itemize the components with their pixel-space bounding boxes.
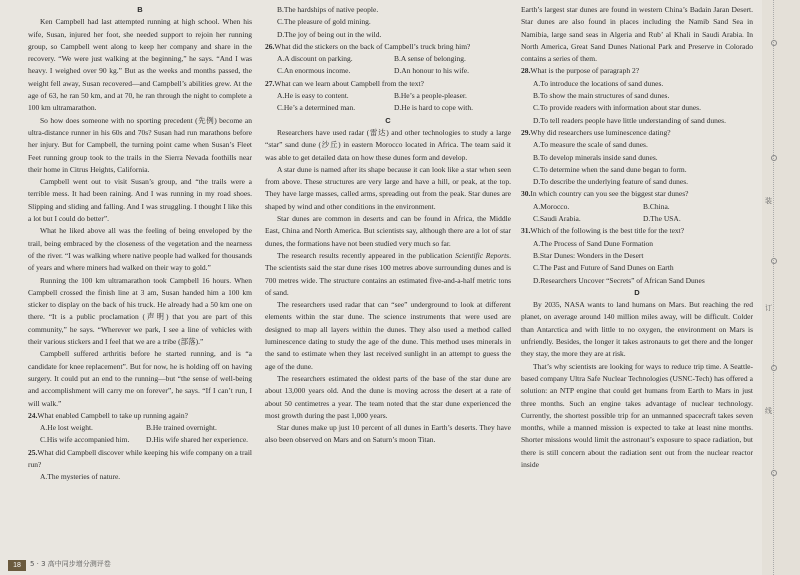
option-b[interactable]: B.To develop minerals inside sand dunes. [533,152,658,162]
options-row [521,201,753,213]
option-b[interactable]: B.He trained overnight. [146,423,217,433]
binding-cut-line [773,0,774,575]
publication-title: Scientific Reports [455,250,510,260]
question-28: 28.What is the purpose of paragraph 2? [521,66,640,76]
option-b[interactable]: B.Star Dunes: Wonders in the Desert [533,250,644,260]
column-middle [265,4,511,447]
option-a[interactable]: A.To introduce the locations of sand dunes. [533,78,664,88]
binding-margin [762,0,800,575]
option-c[interactable]: C.He’s a determined man. [277,103,356,113]
section-heading-d: D [634,287,640,297]
option-d[interactable]: D.The USA. [643,214,681,224]
passage-paragraph: The researchers estimated the oldest parts of the base of the star dune are about 13,000 years old. And the dune is moving across the desert at a rate of about 50 centimetres a year. The team noted that the star dune experienced the most growth during the past 1,000 years. [265,373,511,420]
option-c[interactable]: C.The pleasure of gold mining. [277,17,371,27]
question-31: 31.Which of the following is the best title for the text? [521,226,685,236]
option-d[interactable]: D.His wife shared her experience. [146,435,249,445]
option-a[interactable]: A.A discount on parking. [277,54,353,64]
column-right [521,4,753,471]
question-25: 25.What did Campbell discover while keeping his wife company on a trail run? [28,447,252,469]
option-b[interactable]: B.A sense of belonging. [394,54,466,64]
option-c[interactable]: C.Saudi Arabia. [533,214,581,224]
question-29: 29.Why did researchers use luminescence dating? [521,127,671,137]
option-c[interactable]: C.An enormous income. [277,66,351,76]
option-a[interactable]: A.He lost weight. [40,423,93,433]
option-c[interactable]: C.To determine when the sand dune began to form. [533,164,687,174]
binding-hole [771,365,777,371]
option-a[interactable]: A.The Process of Sand Dune Formation [533,238,653,248]
option-a[interactable]: A.The mysteries of nature. [40,472,121,482]
margin-mark: 订 [765,304,772,312]
question-30: 30.In which country can you see the biggest star dunes? [521,189,689,199]
option-a[interactable]: A.To measure the scale of sand dunes. [533,140,648,150]
margin-mark: 装 [765,197,772,205]
option-a[interactable]: A.He is easy to content. [277,91,349,101]
option-c[interactable]: C.To provide readers with information about star dunes. [533,103,701,113]
option-d[interactable]: D.He is hard to cope with. [394,103,473,113]
passage-paragraph: Researchers have used radar (雷达) and other technologies to study a large “star” sand dune (沙丘) in eastern Morocco located in Africa. The team said it was able to get detailed data on how these dunes form and develop. [265,127,511,162]
option-d[interactable]: D.The joy of being out in the wild. [277,29,382,39]
binding-hole [771,40,777,46]
option-d[interactable]: D.To describe the underlying feature of sand dunes. [533,177,689,187]
passage-paragraph: Star dunes make up just 10 percent of all dunes in Earth’s deserts. They have also been observed on Mars and on Saturn’s moon Titan. [265,423,511,445]
passage-paragraph: The research results recently appeared in the publication Scientific Reports. The scientists said the star dune rises 100 metres above surrounding dunes and is 700 metres wide. The structure contains an estimated five-and-a-half metric tons of sand. [265,250,511,297]
question-24: 24.What enabled Campbell to take up running again? [28,410,188,420]
passage-paragraph: Campbell suffered arthritis before he started running, and is “a candidate for knee replacement”. But for now, he is holding off on having surgery. It could put an end to the running—but “the sense of well-being and accomplishment will carry me on forever”, he says. “If I can’t run, I will walk.” [28,349,252,408]
option-c[interactable]: C.The Past and Future of Sand Dunes on Earth [533,263,674,273]
options-row [265,90,511,102]
margin-mark: 线 [765,407,772,415]
page-number: 18 [8,560,26,571]
column-left [28,4,252,484]
passage-paragraph: A star dune is named after its shape because it can look like a star when seen from above. These structures are very large and have a hill, or peak, at the top. They have large masses, called arms, spreading out from the peak. Star dunes are shaped by wind and other conditions in the environment. [265,164,511,211]
binding-hole [771,155,777,161]
option-b[interactable]: B.To show the main structures of sand dunes. [533,91,670,101]
option-d[interactable]: D.An honour to his wife. [394,66,469,76]
option-b[interactable]: B.He’s a people-pleaser. [394,91,467,101]
passage-paragraph: That’s why scientists are looking for ways to reduce trip time. A Seattle-based company Ultra Safe Nuclear Technologies (USNC-Tech) has offered a solution: an NTP engine that could get humans from Earth to Mars in just three months. Such an engine takes advantage of nuclear technology. Currently, the shortest possible trip for an unmanned spacecraft takes seven months, while a manned mission is expected to take at least nine months. Shorter missions would limit the astronaut’s exposure to space radiation, but there is still concern about the radiation sent out from the nuclear reactor inside [521,361,753,469]
passage-paragraph: What he liked above all was the feeling of being enveloped by the trail, being embraced by the closeness of the vegetation and the nearness of the river. “I was walking where native people had walked for thousands of years and where miners had walked on their way to gold.” [28,226,252,273]
passage-paragraph: Earth’s largest star dunes are found in western China’s Badain Jaran Desert. Star dunes are also found in places including the Namib Sand Sea in Namibia, large sand seas in Algeria and Rub’ al Khali in Saudi Arabia. In North America, Great Sand Dunes National Park and Preserve in Colorado contains a series of them. [521,5,753,64]
options-row [28,434,252,446]
option-a[interactable]: A.Morocco. [533,201,570,211]
options-row [265,102,511,114]
passage-paragraph: The researchers used radar that can “see” underground to look at different elements within the star dune. The science instruments that were used are designed to map all layers within the dunes. They also used a method called luminescence dating to study the age of the dune. This method uses minerals in the sand to estimate when they last received sunlight in an attempt to guess the age of the dune. [265,300,511,371]
options-row [521,213,753,225]
section-heading-c: C [385,115,391,125]
binding-hole [771,470,777,476]
passage-paragraph: Ken Campbell had last attempted running at high school. When his wife, Susan, injured her foot, she needed support to rejoin her running group, so Campbell went along to keep her company and share in the recovery. “We were just walking at the beginning,” he says. “And I was heavy. I weighed over 90 kg.” But as the weeks and months passed, the weight fell away, Susan recovered—and Campbell’s abilities grew. At the age of 63, he ran 50 km, and at 70, he ran through the night to complete a 100 km ultramarathon. [28,17,252,113]
option-c[interactable]: C.His wife accompanied him. [40,435,130,445]
passage-paragraph: Star dunes are common in deserts and can be found in Africa, the Middle East, China and North America. But scientists say, although there are a lot of star dunes, the formations have not been studied very much so far. [265,214,511,248]
section-heading-b: B [137,5,143,14]
book-title: 5 · 3 高中同步增分测评卷 [30,560,111,568]
options-row [265,65,511,77]
binding-hole [771,258,777,264]
option-b[interactable]: B.China. [643,201,670,211]
passage-paragraph: By 2035, NASA wants to land humans on Mars. But reaching the red planet, on average around 140 million miles away, will be difficult. Colder than Antarctica and with little to no oxygen, the environment on Mars is unfriendly. Besides, the longer it takes astronauts to get there and the longer they stay, the more they are at risk. [521,300,753,359]
option-b[interactable]: B.The hardships of native people. [277,5,379,14]
option-d[interactable]: D.To tell readers people have little understanding of sand dunes. [533,115,726,125]
passage-paragraph: Campbell went out to visit Susan’s group, and “the trails were a terrible mess. It had been raining. And I was running in my road shoes. Slipping and sliding and falling. And I was struggling. I thought I like this a lot but I could do better”. [28,177,252,224]
option-d[interactable]: D.Researchers Uncover “Secrets” of African Sand Dunes [533,275,705,285]
passage-paragraph: Running the 100 km ultramarathon took Campbell 16 hours. When Campbell crossed the finish line at 3 am, Susan handed him a 100 km sticker to display on the back of his truck. He already had a 50 km one on there. “It is a public proclamation (声明) that you are part of this community,” he says. “Wherever we park, I see a line of vehicles with their various stickers and I feel that we are a tribe (部落).” [28,275,252,347]
options-row [265,53,511,65]
question-27: 27.What can we learn about Campbell from the text? [265,78,424,88]
options-row [28,422,252,434]
question-26: 26.What did the stickers on the back of Campbell’s truck bring him? [265,41,471,51]
passage-paragraph: So how does someone with no sporting precedent (先例) become an ultra-distance runner in his 60s and 70s? Susan had run marathons before her injury. But for Campbell, the turning point came when Susan’s Fleet Feet running group took to the trails in the Sierra Nevada foothills near their home in Citrus Heights, California. [28,115,252,174]
